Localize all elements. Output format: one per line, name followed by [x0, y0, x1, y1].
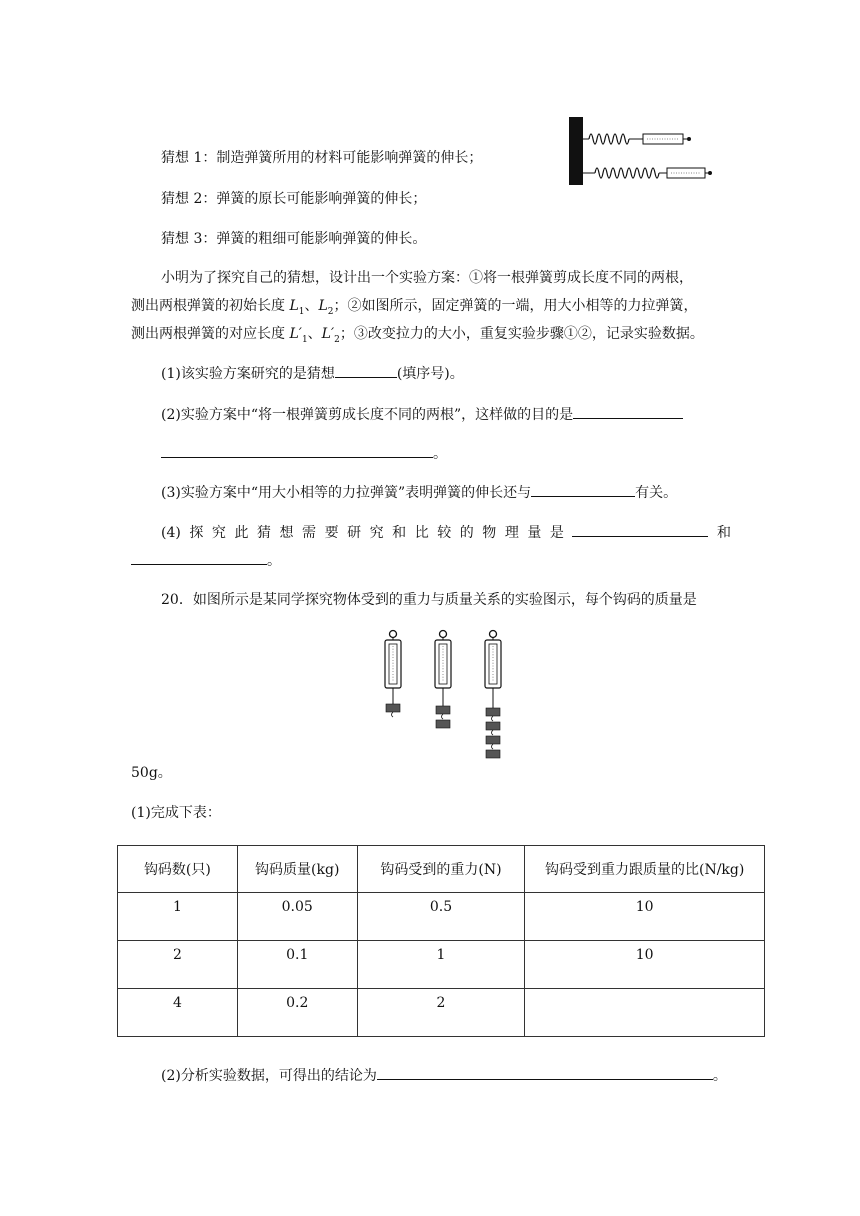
answer-blank-1[interactable]: [335, 363, 397, 378]
table-header-cell: 钩码受到重力跟质量的比(N/kg): [525, 846, 765, 893]
answer-blank-4b[interactable]: [131, 550, 267, 565]
table-row: [118, 989, 765, 1037]
spring-scales-figure: [378, 628, 508, 762]
answer-blank-conclusion[interactable]: [377, 1065, 713, 1080]
question-4-continued: 。: [131, 550, 281, 571]
hypothesis-3: 猜想 3：弹簧的粗细可能影响弹簧的伸长。: [161, 231, 427, 247]
table-cell-empty[interactable]: [525, 989, 765, 1037]
plan-line-1: 小明为了探究自己的猜想，设计出一个实验方案：①将一根弹簧剪成长度不同的两根，: [161, 270, 693, 286]
hypothesis-1: 猜想 1：制造弹簧所用的材料可能影响弹簧的伸长；: [161, 150, 483, 166]
plan-line-3: 测出两根弹簧的对应长度 $L'_1$、$L'_2$；③改变拉力的大小，重复实验步骤①②，记录实验数据。: [131, 326, 704, 345]
table-header-cell: 钩码质量(kg): [237, 846, 357, 893]
table-cell: 0.2: [237, 989, 357, 1037]
table-cell: 4: [118, 989, 238, 1037]
table-header-cell: 钩码受到的重力(N): [357, 846, 525, 893]
table-cell: 2: [118, 941, 238, 989]
hypothesis-2: 猜想 2：弹簧的原长可能影响弹簧的伸长；: [161, 191, 427, 207]
answer-blank-4a[interactable]: [572, 522, 708, 537]
table-header-row: [118, 846, 765, 893]
problem-20-continued: 50g。: [131, 765, 172, 781]
table-cell: 2: [357, 989, 525, 1037]
table-cell: 1: [118, 893, 238, 941]
table-row: [118, 893, 765, 941]
table-cell: 10: [525, 941, 765, 989]
problem-20-text: 20．如图所示是某同学探究物体受到的重力与质量关系的实验图示，每个钩码的质量是: [161, 592, 697, 608]
part-1-label: (1)完成下表：: [131, 805, 221, 821]
table-cell: 0.1: [237, 941, 357, 989]
question-4: (4) 探 究 此 猜 想 需 要 研 究 和 比 较 的 物 理 量 是 和: [161, 522, 731, 543]
part-2-question: (2)分析实验数据，可得出的结论为 。: [161, 1065, 727, 1086]
data-table: [117, 845, 765, 1037]
question-3: (3)实验方案中“用大小相等的力拉弹簧”表明弹簧的伸长还与 有关。: [161, 482, 677, 503]
answer-blank-2b[interactable]: [161, 443, 433, 458]
question-2: (2)实验方案中“将一根弹簧剪成长度不同的两根”，这样做的目的是: [161, 404, 683, 425]
answer-blank-3[interactable]: [531, 482, 635, 497]
question-1: (1)该实验方案研究的是猜想 (填序号)。: [161, 363, 464, 384]
plan-line-2: 测出两根弹簧的初始长度 $L_1$、$L_2$；②如图所示，固定弹簧的一端，用大小相等的力拉弹簧，: [131, 298, 698, 317]
table-header-cell: 钩码数(只): [118, 846, 238, 893]
spring-experiment-figure: [565, 115, 715, 187]
answer-blank-2a[interactable]: [573, 404, 683, 419]
table-cell: 1: [357, 941, 525, 989]
table-row: [118, 941, 765, 989]
table-cell: 0.5: [357, 893, 525, 941]
question-2-continued: 。: [161, 443, 447, 464]
table-cell: 10: [525, 893, 765, 941]
table-cell: 0.05: [237, 893, 357, 941]
